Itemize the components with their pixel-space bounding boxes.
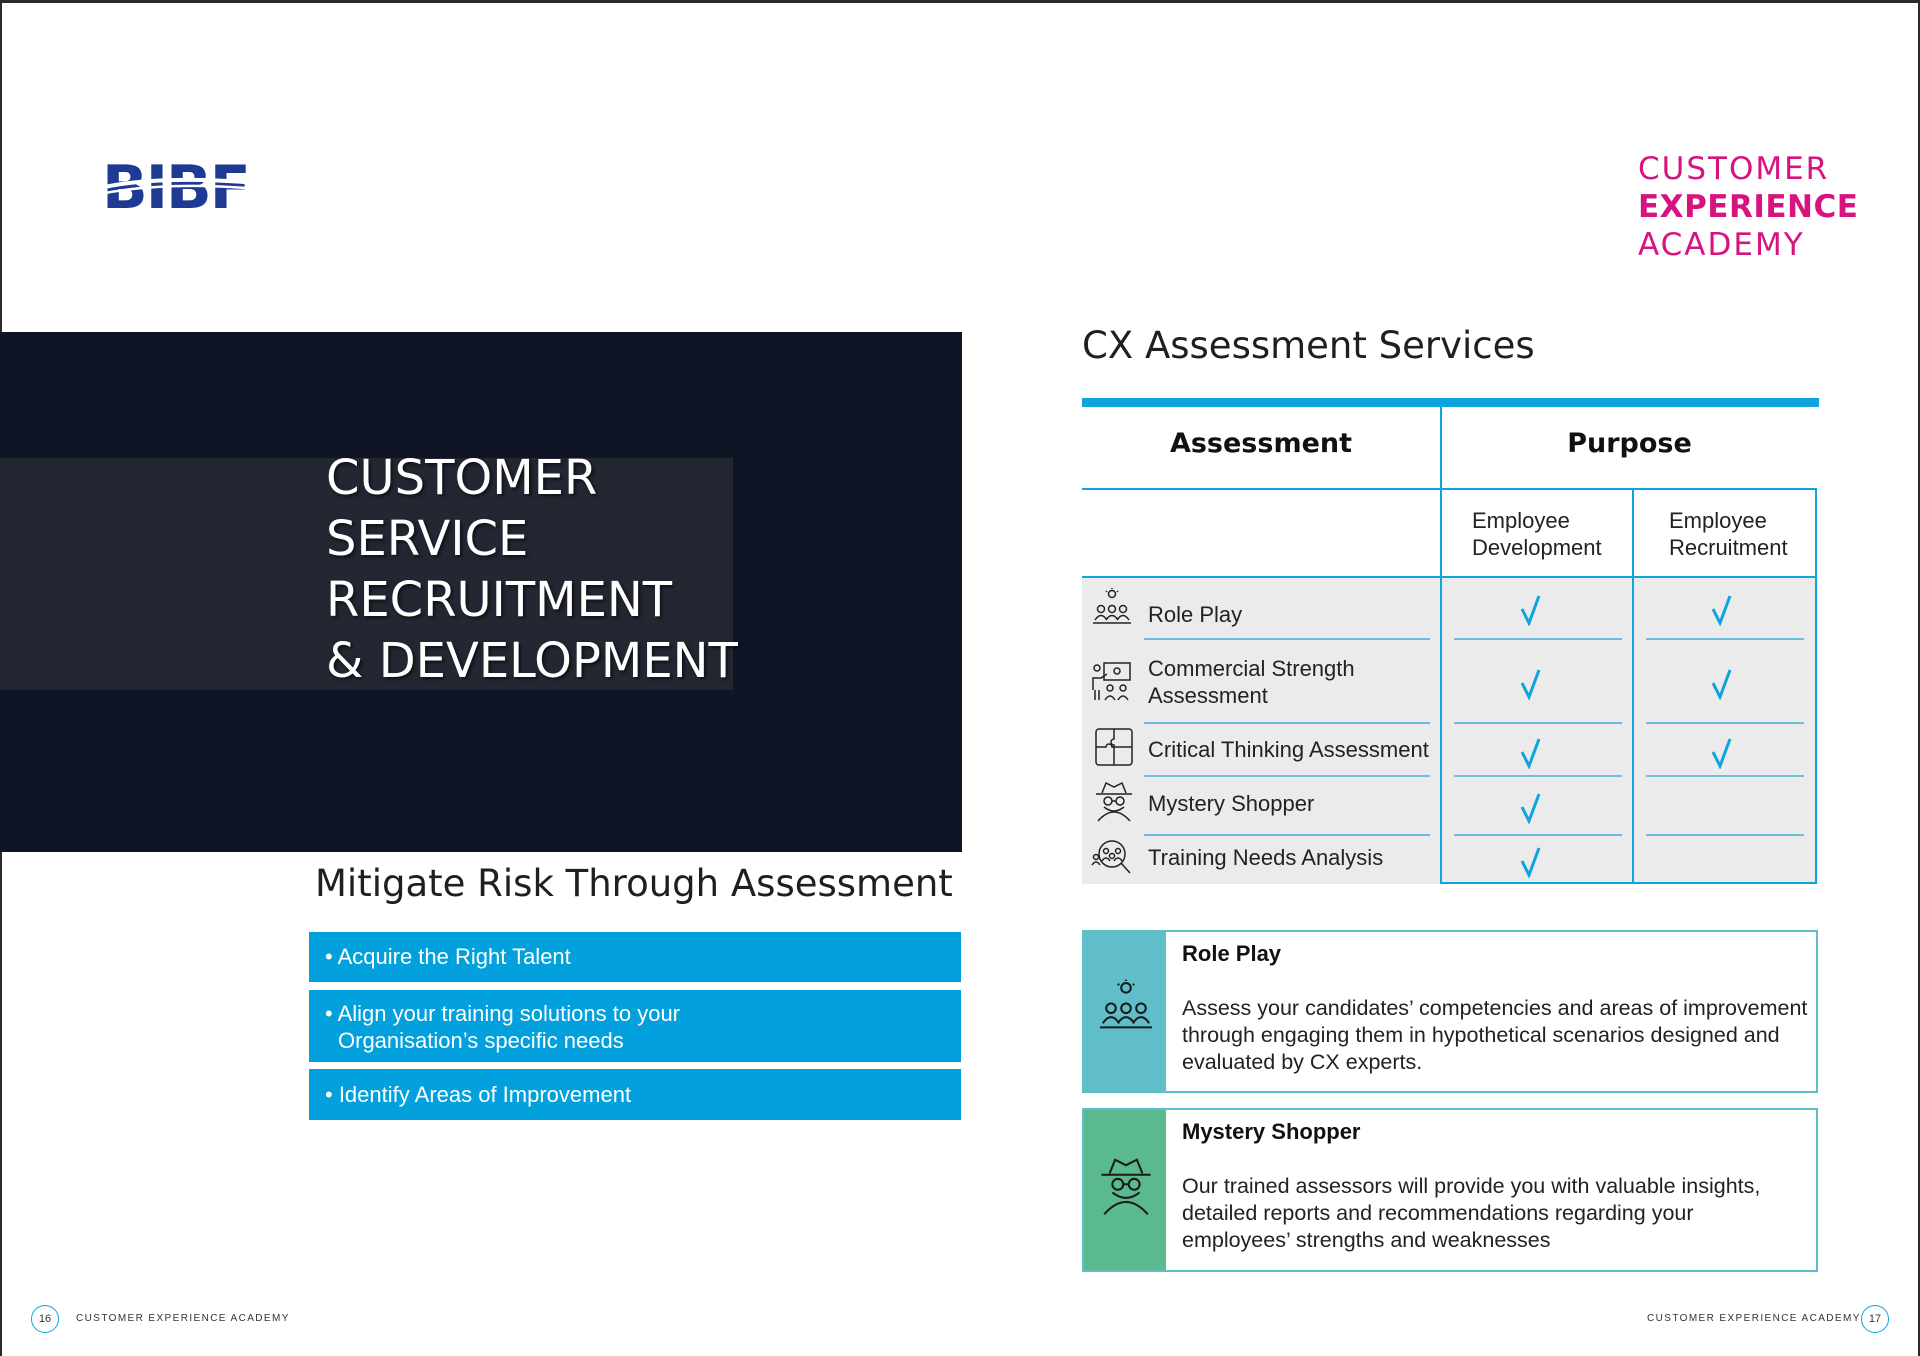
row-label bbox=[1148, 736, 1429, 763]
row-label bbox=[1148, 790, 1314, 817]
header-assessment: Assessment bbox=[1169, 428, 1353, 459]
row-label-line: Critical Thinking Assessment bbox=[1148, 737, 1429, 762]
info-box-title: Mystery Shopper bbox=[1182, 1119, 1361, 1144]
table-divider-horizontal bbox=[1440, 882, 1817, 884]
check-development bbox=[1513, 846, 1553, 878]
title-underline-bar bbox=[1082, 398, 1819, 407]
row-separator bbox=[1646, 638, 1804, 640]
bullet-text: • Acquire the Right Talent bbox=[325, 944, 571, 969]
row-label bbox=[1148, 601, 1242, 628]
row-label-line: Training Needs Analysis bbox=[1148, 845, 1384, 870]
check-recruitment bbox=[1704, 668, 1744, 700]
footer-text-right: CUSTOMER EXPERIENCE ACADEMY bbox=[1647, 1313, 1861, 1324]
row-label-line: Assessment bbox=[1148, 683, 1268, 708]
bullet-item bbox=[309, 1069, 961, 1120]
row-label bbox=[1148, 655, 1355, 709]
role-play-icon bbox=[1090, 587, 1134, 631]
info-text-line: through engaging them in hypothetical scenarios designed and bbox=[1182, 1023, 1780, 1047]
info-text-line: Assess your candidates’ competencies and areas of improvement bbox=[1182, 996, 1808, 1020]
info-text-line: Our trained assessors will provide you with valuable insights, bbox=[1182, 1174, 1761, 1198]
subheader-development bbox=[1472, 507, 1602, 561]
row-separator bbox=[1454, 775, 1622, 777]
check-development bbox=[1513, 668, 1553, 700]
check-development bbox=[1513, 737, 1553, 769]
info-text-line: evaluated by CX experts. bbox=[1182, 1050, 1423, 1074]
info-box-role-play bbox=[1082, 930, 1818, 1093]
table-divider-vertical bbox=[1632, 490, 1634, 884]
row-label-line: Commercial Strength bbox=[1148, 656, 1355, 681]
page-number-left: 16 bbox=[31, 1305, 59, 1333]
row-label-line: Role Play bbox=[1148, 602, 1243, 627]
hero-title bbox=[326, 448, 738, 692]
row-label-line: Mystery Shopper bbox=[1148, 791, 1315, 816]
row-separator bbox=[1144, 775, 1430, 777]
info-box-color-band bbox=[1084, 932, 1166, 1091]
academy-line-1: CUSTOMER bbox=[1638, 151, 1830, 187]
analysis-icon bbox=[1090, 835, 1134, 879]
header-purpose: Purpose bbox=[1567, 428, 1692, 459]
check-recruitment bbox=[1704, 594, 1744, 626]
table-divider-vertical bbox=[1440, 407, 1442, 884]
left-subtitle: Mitigate Risk Through Assessment bbox=[315, 862, 953, 905]
academy-line-2: EXPERIENCE bbox=[1638, 189, 1859, 225]
footer-text-left: CUSTOMER EXPERIENCE ACADEMY bbox=[76, 1313, 290, 1324]
puzzle-icon bbox=[1092, 725, 1136, 769]
spy-icon bbox=[1096, 1154, 1156, 1225]
row-separator bbox=[1646, 834, 1804, 836]
academy-wordmark bbox=[1638, 150, 1858, 264]
subheader-line: Employee bbox=[1472, 508, 1570, 533]
info-text-line: detailed reports and recommendations regarding your bbox=[1182, 1201, 1694, 1225]
bibf-logo bbox=[100, 150, 270, 216]
page-border-top bbox=[0, 0, 1920, 3]
cx-assessment-title: CX Assessment Services bbox=[1082, 324, 1535, 367]
row-separator bbox=[1454, 638, 1622, 640]
bullet-text: • Identify Areas of Improvement bbox=[325, 1082, 632, 1107]
info-box-mystery-shopper bbox=[1082, 1108, 1818, 1272]
info-text-line: employees’ strengths and weaknesses bbox=[1182, 1228, 1551, 1252]
role-play-icon bbox=[1096, 978, 1156, 1049]
subheader-line: Recruitment bbox=[1669, 535, 1788, 560]
bullet-text: • Align your training solutions to your bbox=[325, 1001, 681, 1026]
row-label bbox=[1148, 844, 1383, 871]
bullet-text-continued: Organisation’s specific needs bbox=[338, 1028, 624, 1053]
page-number-right: 17 bbox=[1861, 1305, 1889, 1333]
info-box-text bbox=[1182, 995, 1812, 1076]
check-development bbox=[1513, 792, 1553, 824]
check-development bbox=[1513, 594, 1553, 626]
svg-text:BIBF: BIBF bbox=[102, 153, 249, 216]
subheader-line: Employee bbox=[1669, 508, 1767, 533]
row-separator bbox=[1646, 775, 1804, 777]
row-separator bbox=[1144, 722, 1430, 724]
check-recruitment bbox=[1704, 737, 1744, 769]
row-separator bbox=[1144, 834, 1430, 836]
bullet-item bbox=[309, 990, 961, 1062]
table-divider-vertical bbox=[1815, 490, 1817, 884]
hero-title-line: CUSTOMER bbox=[326, 450, 598, 506]
row-separator bbox=[1454, 722, 1622, 724]
subheader-recruitment bbox=[1669, 507, 1788, 561]
info-box-text bbox=[1182, 1173, 1812, 1254]
info-box-color-band bbox=[1084, 1110, 1166, 1270]
info-box-title: Role Play bbox=[1182, 941, 1282, 966]
hero-title-line: SERVICE bbox=[326, 511, 529, 567]
presentation-icon bbox=[1090, 660, 1134, 704]
row-separator bbox=[1454, 834, 1622, 836]
table-divider-horizontal bbox=[1082, 576, 1817, 578]
hero-title-line: & DEVELOPMENT bbox=[326, 633, 738, 689]
academy-line-3: ACADEMY bbox=[1638, 227, 1805, 263]
hero-title-line: RECRUITMENT bbox=[326, 572, 673, 628]
row-separator bbox=[1144, 638, 1430, 640]
spy-icon bbox=[1092, 779, 1136, 823]
row-separator bbox=[1646, 722, 1804, 724]
table-divider-horizontal bbox=[1082, 488, 1817, 490]
subheader-line: Development bbox=[1472, 535, 1602, 560]
bullet-item bbox=[309, 932, 961, 982]
